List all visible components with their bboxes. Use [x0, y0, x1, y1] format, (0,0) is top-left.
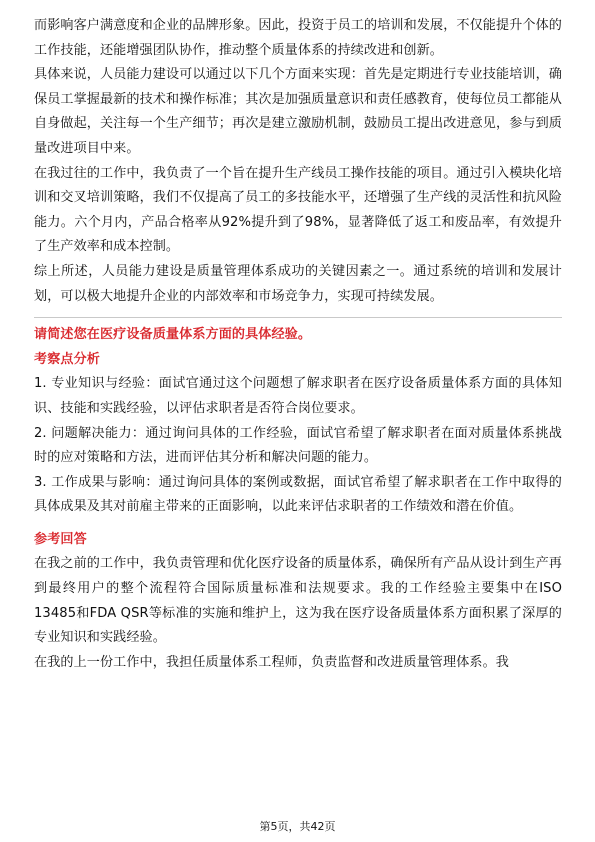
body-paragraph: 在我过往的工作中，我负责了一个旨在提升生产线员工操作技能的项目。通过引入模块化培训和交叉培训策略，我们不仅提高了员工的多技能水平，还增强了生产线的灵活性和抗风险能力。六个月内，产品合格率从92%提升到了98%，显著降低了返工和废品率，有效提升了生产效率和成本控制。	[34, 165, 562, 255]
section-divider	[34, 317, 562, 318]
document-page	[34, 14, 562, 675]
analysis-item: 1. 专业知识与经验：面试官通过这个问题想了解求职者在医疗设备质量体系方面的具体知识、技能和实践经验，以评估求职者是否符合岗位要求。	[34, 376, 562, 416]
body-paragraph: 而影响客户满意度和企业的品牌形象。因此，投资于员工的培训和发展，不仅能提升个体的工作技能，还能增强团队协作，推动整个质量体系的持续改进和创新。	[34, 18, 562, 58]
page-footer: 第5页，共42页	[259, 820, 336, 833]
analysis-item: 2. 问题解决能力：通过询问具体的工作经验，面试官希望了解求职者在面对质量体系挑战时的应对策略和方法，进而评估其分析和解决问题的能力。	[34, 425, 562, 466]
body-paragraph: 综上所述，人员能力建设是质量管理体系成功的关键因素之一。通过系统的培训和发展计划，可以极大地提升企业的内部效率和市场竞争力，实现可持续发展。	[34, 263, 562, 304]
answer-paragraph: 在我之前的工作中，我负责管理和优化医疗设备的质量体系，确保所有产品从设计到生产再到最终用户的整个流程符合国际质量标准和法规要求。我的工作经验主要集中在ISO 13485和FDA QSR等标准的实施和维护上，这为我在医疗设备质量体系方面积累了深厚的专业知识和实践经验。	[34, 556, 562, 646]
question-heading: 请简述您在医疗设备质量体系方面的具体经验。	[34, 327, 312, 343]
answer-paragraph: 在我的上一份工作中，我担任质量体系工程师，负责监督和改进质量管理体系。我	[34, 654, 509, 670]
body-paragraph: 具体来说，人员能力建设可以通过以下几个方面来实现：首先是定期进行专业技能培训，确保员工掌握最新的技术和操作标准；其次是加强质量意识和责任感教育，使每位员工都能从自身做起，关注每一个生产细节；再次是建立激励机制，鼓励员工提出改进意见，参与到质量改进项目中来。	[34, 67, 562, 156]
answer-heading: 参考回答	[34, 531, 87, 547]
analysis-heading: 考察点分析	[34, 351, 100, 367]
analysis-item: 3. 工作成果与影响：通过询问具体的案例或数据，面试官希望了解求职者在工作中取得的具体成果及其对前雇主带来的正面影响，以此来评估求职者的工作绩效和潜在价值。	[34, 474, 562, 515]
